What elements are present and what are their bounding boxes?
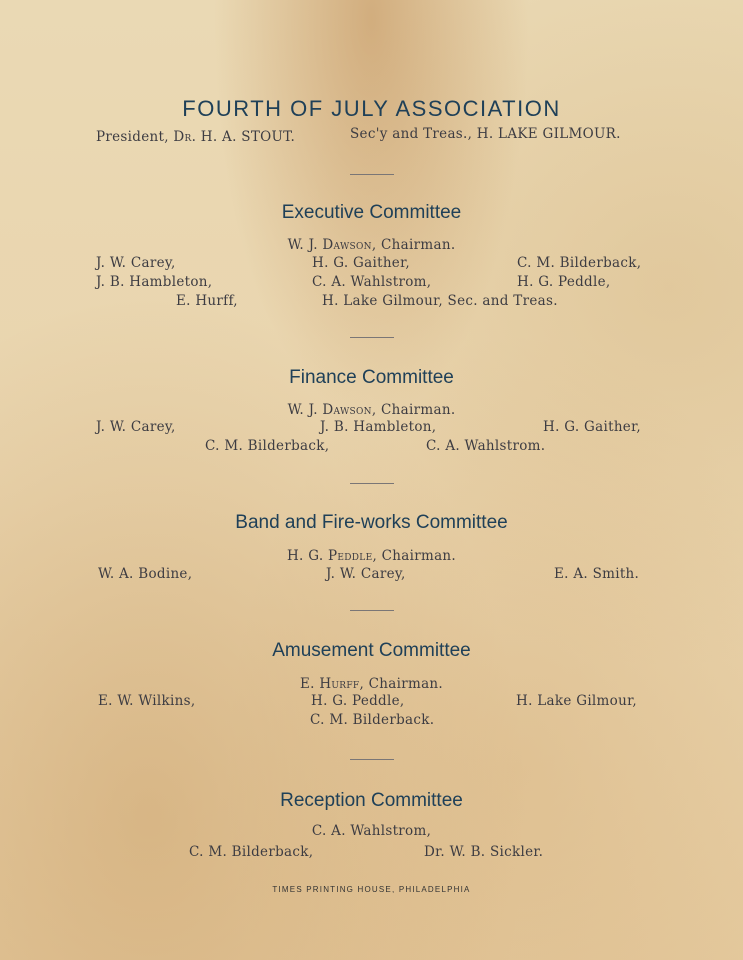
divider — [350, 610, 394, 611]
finance-heading: Finance Committee — [289, 367, 454, 388]
band-chairman — [0, 545, 743, 564]
finance-member: H. G. Gaither, — [543, 419, 641, 435]
divider — [350, 759, 394, 760]
printer-credit: TIMES PRINTING HOUSE, PHILADELPHIA — [272, 885, 471, 894]
band-chairman-suffix: , Chairman. — [372, 548, 457, 564]
executive-chairman — [0, 234, 743, 253]
executive-member: H. G. Gaither, — [312, 255, 410, 271]
band-member: J. W. Carey, — [326, 566, 406, 582]
amusement-member: H. Lake Gilmour, — [516, 693, 637, 709]
divider — [350, 337, 394, 338]
executive-chairman-name: W. J. Dawson — [287, 237, 372, 253]
amusement-member: E. W. Wilkins, — [98, 693, 196, 709]
amusement-chairman — [0, 673, 743, 692]
finance-member: C. A. Wahlstrom. — [426, 438, 546, 454]
band-member: W. A. Bodine, — [98, 566, 193, 582]
amusement-chairman-name: E. Hurff — [299, 676, 360, 692]
finance-chairman-suffix: , Chairman. — [371, 402, 456, 418]
executive-member: C. M. Bilderback, — [517, 255, 642, 271]
president-line — [96, 126, 295, 145]
divider — [350, 483, 394, 484]
president-name: H. A. STOUT. — [196, 129, 296, 145]
executive-member: H. G. Peddle, — [517, 274, 611, 290]
executive-member: E. Hurff, — [176, 293, 238, 309]
amusement-member: H. G. Peddle, — [311, 693, 405, 709]
secretary-line: Sec'y and Treas., H. LAKE GILMOUR. — [350, 126, 621, 142]
executive-heading: Executive Committee — [281, 202, 462, 223]
reception-heading: Reception Committee — [280, 790, 463, 811]
divider — [350, 174, 394, 175]
band-heading: Band and Fire-works Committee — [235, 512, 508, 533]
executive-member: J. B. Hambleton, — [96, 274, 213, 290]
finance-member: C. M. Bilderback, — [205, 438, 330, 454]
amusement-heading: Amusement Committee — [272, 640, 471, 661]
executive-member: C. A. Wahlstrom, — [312, 274, 432, 290]
amusement-member: C. M. Bilderback. — [310, 712, 435, 728]
reception-member: C. A. Wahlstrom, — [311, 823, 432, 839]
band-chairman-name: H. G. Peddle — [286, 548, 373, 564]
reception-member: C. M. Bilderback, — [189, 844, 314, 860]
executive-member: J. W. Carey, — [96, 255, 176, 271]
page-title: FOURTH OF JULY ASSOCIATION — [182, 96, 561, 121]
finance-chairman-name: W. J. Dawson — [287, 402, 372, 418]
president-title: Dr. — [173, 129, 197, 145]
finance-member: J. W. Carey, — [96, 419, 176, 435]
finance-member: J. B. Hambleton, — [320, 419, 437, 435]
band-member: E. A. Smith. — [554, 566, 640, 582]
executive-chairman-suffix: , Chairman. — [371, 237, 456, 253]
finance-chairman — [0, 399, 743, 418]
president-label: President, — [96, 129, 174, 145]
amusement-chairman-suffix: , Chairman. — [359, 676, 444, 692]
executive-member: H. Lake Gilmour, Sec. and Treas. — [322, 293, 558, 309]
reception-member: Dr. W. B. Sickler. — [424, 844, 544, 860]
